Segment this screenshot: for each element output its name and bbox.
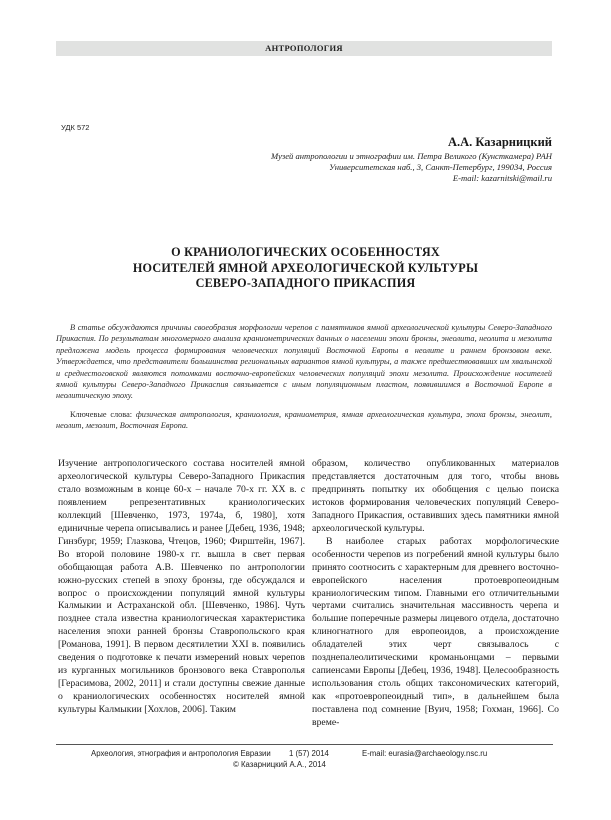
body-column-left — [58, 458, 305, 717]
author-block — [271, 135, 552, 185]
udk-code: УДК 572 — [61, 123, 90, 132]
body-paragraph: Изучение антропологического состава носителей ямной археологической культуры Северо-Западного Прикаспия стало возможным в конце 60-х – начале 70-х гг. XX в. с появлением репрезентативных краниологических коллекций [Шевченко, 1973, 1974а, б, 1980], хотя единичные черепа описывались и ранее [Дебец, 1936, 1948; Гинзбург, 1959; Глазкова, Чтецов, 1960; Фирштейн, 1967]. Во второй половине 1980-х гг. вышла в свет первая обобщающая работа А.В. Шевченко по антропологии южно-русских степей в эпоху бронзы, где обсуждался и вопрос о происхождении популяций ямной культуры Калмыкии и Астраханской обл. [Шевченко, 1986]. Чуть позднее стала известна краниологическая характеристика населения эпохи ранней бронзы Ставропольского края [Романова, 1991]. В первом десятилетии XXI в. появились сведения о подготовке к печати измерений новых черепов из курганных могильников бронзового века Ставрополья [Герасимова, 2002, 2011] и стали доступны свежие данные о краниологических особенностях носителей ямной культуры Калмыкии [Хохлов, 2006]. Таким — [58, 458, 305, 716]
abstract: В статье обсуждаются причины своеобразия морфологии черепов с памятников ямной археологической культуры Северо-Западного Прикаспия. По результатам многомерного анализа краниометрических данных о населении эпохи бронзы, энеолита, неолита и мезолита предложена модель процесса формирования человеческих популяций Восточной Европы в неолите и раннем бронзовом веке. Утверждается, что представители большинства региональных вариантов ямной культуры, а также предшествовавших им хвалынской и среднестоговской являются потомками восточно-европейских человеческих популяций эпохи мезолита. Происхождение носителей ямной культуры Северо-Западного Прикаспия связывается с иным популяционным пластом, появившимся в Восточной Европе в неолитическую эпоху. — [56, 323, 552, 401]
author-address: Университетская наб., 3, Санкт-Петербург, 199034, Россия — [329, 162, 552, 173]
footer-copyright: © Казарницкий А.А., 2014 — [233, 760, 326, 769]
section-header-band — [56, 41, 552, 56]
title-line-3: СЕВЕРО-ЗАПАДНОГО ПРИКАСПИЯ — [195, 276, 416, 290]
author-email: E-mail: kazarnitski@mail.ru — [452, 173, 552, 184]
footer-issue: 1 (57) 2014 — [289, 749, 329, 758]
section-title: АНТРОПОЛОГИЯ — [265, 43, 343, 53]
article-title — [60, 245, 551, 292]
author-institution: Музей антропологии и этнографии им. Петра Великого (Кунсткамера) РАН — [271, 151, 552, 161]
author-name: А.А. Казарницкий — [447, 135, 552, 149]
body-paragraph: образом, количество опубликованных материалов представляется достаточным для того, чтобы вновь предпринять попытку их обобщения с целью поиска истоков формирования человеческих популяций Северо-Западного Прикаспия, оставивших здесь памятники ямной археологической культуры. — [312, 458, 559, 534]
keywords-label: Ключевые слова: — [70, 410, 136, 419]
title-line-2: НОСИТЕЛЕЙ ЯМНОЙ АРХЕОЛОГИЧЕСКОЙ КУЛЬТУРЫ — [132, 260, 479, 275]
body-paragraph: В наиболее старых работах морфологические особенности черепов из погребений ямной культуры было принято соотносить с характерным для древнего восточно-европейского населения протоевропеоидным краниологическим типом. Главными его отличительными чертами считались значительная массивность черепа и большие поперечные размеры лицевого отдела, достаточно клиногнатного для европеоидов, а происхождение обладателей этих черт связывалось с позднепалеолитическими кроманьонцами – первыми сапиенсами Европы [Дебец, 1936, 1948]. Целесообразность использования столь общих таксономических категорий, как «протоевропеоидный тип», в дальнейшем была поставлена под сомнение [Вуич, 1958; Гохман, 1966]. Со време- — [312, 535, 559, 729]
keywords-list: физическая антропология, краниология, краниометрия, ямная археологическая культура, эпоха бронзы, энеолит, неолит, мезолит, Восточная Европа. — [56, 410, 552, 431]
body-column-right — [312, 458, 559, 730]
page-footer — [56, 748, 553, 770]
title-line-1: О КРАНИОЛОГИЧЕСКИХ ОСОБЕННОСТЯХ — [171, 245, 440, 259]
footer-email-link[interactable]: E-mail: eurasia@archaeology.nsc.ru — [362, 749, 488, 758]
footer-divider — [56, 744, 553, 745]
footer-journal-name: Археология, этнография и антропология Евразии — [91, 749, 271, 758]
keywords — [56, 409, 552, 432]
